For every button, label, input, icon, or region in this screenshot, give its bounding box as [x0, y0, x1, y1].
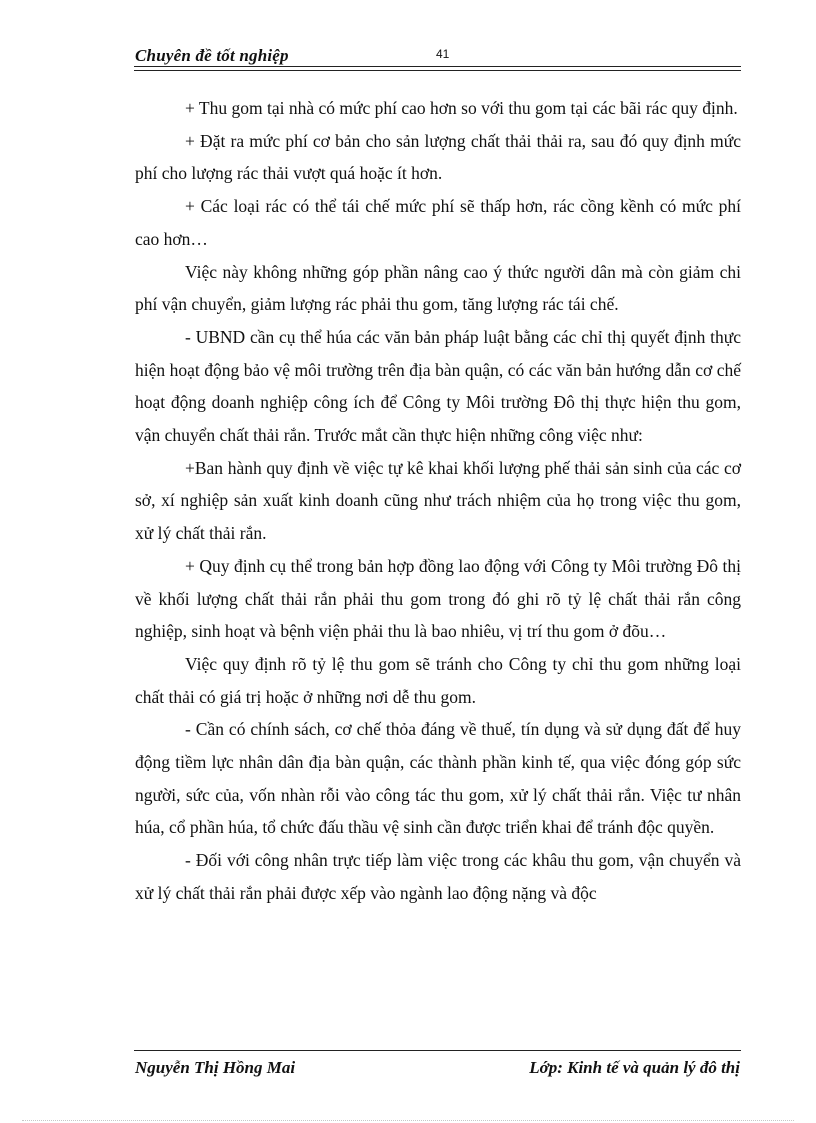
paragraph: + Quy định cụ thể trong bản hợp đồng lao động với Công ty Môi trường Đô thị về khối lượng chất thải rắn phải thu gom trong đó ghi rõ tỷ lệ chất thải rắn công nghiệp, sinh hoạt và bệnh viện phải thu là bao nhiêu, vị trí thu gom ở đõu… [135, 555, 741, 642]
page-edge-divider [22, 1120, 794, 1121]
paragraph: Việc này không những góp phần nâng cao ý thức người dân mà còn giảm chi phí vận chuyển, giảm lượng rác phải thu gom, tăng lượng rác tái chế. [135, 261, 741, 315]
paragraph: + Các loại rác có thể tái chế mức phí sẽ thấp hơn, rác cồng kềnh có mức phí cao hơn… [135, 196, 741, 249]
header-rule [134, 66, 741, 67]
header-rule-thin [134, 70, 741, 71]
paragraph: - Cần có chính sách, cơ chế thỏa đáng về thuế, tín dụng và sử dụng đất để huy động tiềm lực nhân dân địa bàn quận, các thành phần kinh tế, qua việc đóng góp sức người, sức của, vốn nhàn rỗi vào công tác thu gom, xử lý chất thải rắn. Việc tư nhân húa, cổ phần húa, tổ chức đấu thầu vệ sinh cần được triển khai để tránh độc quyền. [135, 719, 741, 838]
paragraph: - UBND cần cụ thể húa các văn bản pháp luật bằng các chỉ thị quyết định thực hiện hoạt động bảo vệ môi trường trên địa bàn quận, có các văn bản hướng dẫn cơ chế hoạt động doanh nghiệp công ích để Công ty Môi trường Đô thị thực hiện thu gom, vận chuyển chất thải rắn. Trước mắt cần thực hiện những công việc như: [135, 326, 741, 446]
footer-class-label: Lớp: Kinh tế và quản lý đô thị [529, 1058, 740, 1077]
document-body [135, 92, 741, 910]
paragraph: Việc quy định rõ tỷ lệ thu gom sẽ tránh cho Công ty chỉ thu gom những loại chất thải có giá trị hoặc ở những nơi dễ thu gom. [135, 653, 741, 707]
paragraph: + Thu gom tại nhà có mức phí cao hơn so với thu gom tại các bãi rác quy định. [185, 98, 738, 118]
page-number: 41 [436, 47, 450, 61]
footer-author: Nguyễn Thị Hồng Mai [135, 1058, 296, 1077]
paragraph: + Đặt ra mức phí cơ bản cho sản lượng chất thải thải ra, sau đó quy định mức phí cho lượng rác thải vượt quá hoặc ít hơn. [135, 130, 741, 184]
paragraph: +Ban hành quy định về việc tự kê khai khối lượng phế thải sản sinh của các cơ sở, xí nghiệp sản xuất kinh doanh cũng như trách nhiệm của họ trong việc thu gom, xử lý chất thải rắn. [135, 457, 741, 544]
header-title: Chuyên đề tốt nghiệp [135, 46, 289, 65]
paragraph: - Đối với công nhân trực tiếp làm việc trong các khâu thu gom, vận chuyển và xử lý chất thải rắn phải được xếp vào ngành lao động nặng và độc [135, 850, 741, 903]
footer-rule [134, 1050, 741, 1051]
